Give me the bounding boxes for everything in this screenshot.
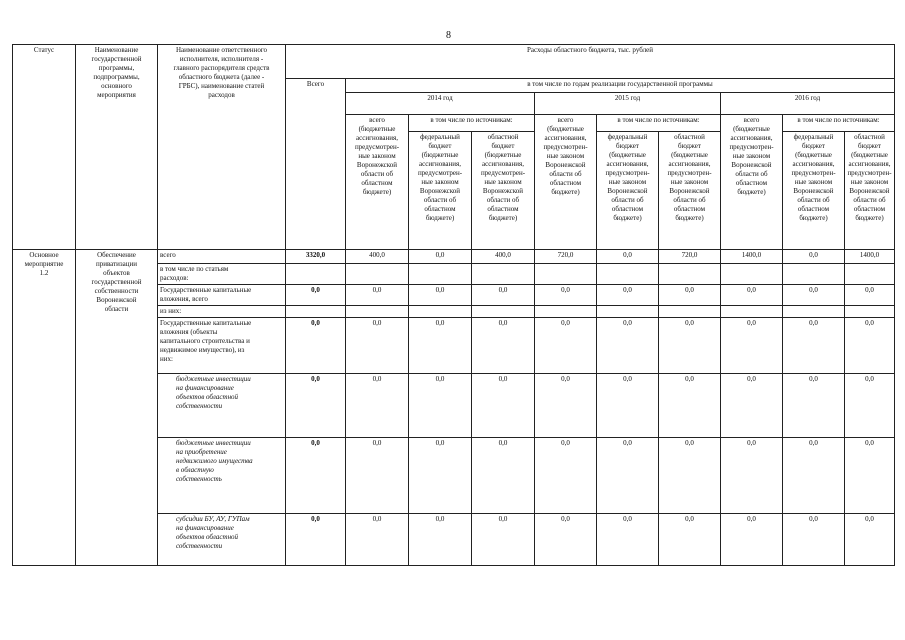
header-sources-2015: в том числе по источникам:: [597, 115, 721, 132]
row-value: 0,0: [845, 318, 895, 374]
row-value: 0,0: [535, 285, 597, 306]
row-value: [659, 264, 721, 285]
row-value: 0,0: [472, 374, 535, 438]
header-year-2014: 2014 год: [346, 93, 535, 115]
row-value: 0,0: [597, 374, 659, 438]
row-value: [535, 264, 597, 285]
row-value: 1400,0: [845, 250, 895, 264]
header-all-2014: всего (бюджетные ассигнования, предусмотрен- ные законом Воронежской области об областном бюджете): [346, 115, 409, 250]
page-number: 8: [446, 30, 451, 41]
row-value: 0,0: [597, 250, 659, 264]
row-value: 0,0: [346, 318, 409, 374]
header-federal-2014: федеральный бюджет (бюджетные ассигнования, предусмотрен- ные законом Воронежской области об областном бюджете): [409, 132, 472, 250]
row-value: 0,0: [845, 514, 895, 566]
row-value: 400,0: [472, 250, 535, 264]
row-value: 0,0: [659, 514, 721, 566]
measure-status: Основное мероприятие 1.2: [13, 250, 76, 566]
header-status: Статус: [13, 45, 76, 250]
row-value: 0,0: [845, 285, 895, 306]
row-value: 0,0: [597, 438, 659, 514]
row-label: в том числе по статьям расходов:: [158, 264, 286, 285]
row-value: [845, 306, 895, 318]
row-total: 0,0: [286, 374, 346, 438]
row-value: [783, 306, 845, 318]
row-total: [286, 264, 346, 285]
row-value: [346, 264, 409, 285]
header-regional-2014: областной бюджет (бюджетные ассигнования, предусмотрен- ные законом Воронежской области об областном бюджете): [472, 132, 535, 250]
row-value: [721, 306, 783, 318]
row-value: 0,0: [659, 318, 721, 374]
row-value: 0,0: [346, 438, 409, 514]
row-label: бюджетные инвестиции на приобретение недвижимого имущества в областную собственность: [158, 438, 286, 514]
row-value: 0,0: [721, 514, 783, 566]
row-label: Государственные капитальные вложения, всего: [158, 285, 286, 306]
row-value: 0,0: [472, 514, 535, 566]
header-year-2015: 2015 год: [535, 93, 721, 115]
header-all-2016: всего (бюджетные ассигнования, предусмотрен- ные законом Воронежской области об областном бюджете): [721, 115, 783, 250]
header-total: Всего: [286, 79, 346, 250]
row-value: 0,0: [659, 285, 721, 306]
row-total: 0,0: [286, 514, 346, 566]
header-all-2015: всего (бюджетные ассигнования, предусмотрен- ные законом Воронежской области об областном бюджете): [535, 115, 597, 250]
row-value: 0,0: [659, 374, 721, 438]
row-value: 0,0: [346, 374, 409, 438]
header-expenses: Расходы областного бюджета, тыс. рублей: [286, 45, 895, 79]
row-value: 0,0: [845, 438, 895, 514]
row-total: 0,0: [286, 285, 346, 306]
row-value: 0,0: [597, 514, 659, 566]
header-federal-2016: федеральный бюджет (бюджетные ассигнования, предусмотрен- ные законом Воронежской области об областном бюджете): [783, 132, 845, 250]
row-label: Государственные капитальные вложения (объекты капитального строительства и недвижимое имущество), из них:: [158, 318, 286, 374]
row-value: 0,0: [783, 250, 845, 264]
row-value: [783, 264, 845, 285]
row-total: 3320,0: [286, 250, 346, 264]
row-value: [535, 306, 597, 318]
header-year-2016: 2016 год: [721, 93, 895, 115]
row-value: 0,0: [409, 374, 472, 438]
row-value: 0,0: [721, 438, 783, 514]
row-value: 0,0: [472, 318, 535, 374]
row-total: [286, 306, 346, 318]
row-value: 1400,0: [721, 250, 783, 264]
row-value: 0,0: [721, 374, 783, 438]
row-total: 0,0: [286, 438, 346, 514]
row-value: 720,0: [659, 250, 721, 264]
row-value: 0,0: [472, 438, 535, 514]
row-value: 0,0: [597, 318, 659, 374]
row-label: из них:: [158, 306, 286, 318]
header-sources-2016: в том числе по источникам:: [783, 115, 895, 132]
row-value: 0,0: [721, 318, 783, 374]
row-value: 0,0: [346, 514, 409, 566]
row-value: 0,0: [409, 250, 472, 264]
row-value: 0,0: [597, 285, 659, 306]
row-value: [472, 264, 535, 285]
header-federal-2015: федеральный бюджет (бюджетные ассигнования, предусмотрен- ные законом Воронежской области об областном бюджете): [597, 132, 659, 250]
header-regional-2016: областной бюджет (бюджетные ассигнования, предусмотрен- ные законом Воронежской области об областном бюджете): [845, 132, 895, 250]
row-value: 0,0: [535, 514, 597, 566]
table-row: [13, 250, 895, 264]
row-label: бюджетные инвестиции на финансирование объектов областной собственности: [158, 374, 286, 438]
row-value: [659, 306, 721, 318]
row-value: 0,0: [409, 438, 472, 514]
row-value: [597, 264, 659, 285]
row-total: 0,0: [286, 318, 346, 374]
header-regional-2015: областной бюджет (бюджетные ассигнования, предусмотрен- ные законом Воронежской области об областном бюджете): [659, 132, 721, 250]
row-value: 0,0: [409, 285, 472, 306]
row-value: 0,0: [783, 374, 845, 438]
row-label: субсидии БУ, АУ, ГУПам на финансирование объектов областной собственности: [158, 514, 286, 566]
row-value: 0,0: [783, 514, 845, 566]
row-value: [409, 306, 472, 318]
row-value: 0,0: [535, 318, 597, 374]
budget-table: [12, 44, 895, 566]
header-executor: Наименование ответственного исполнителя, исполнителя - главного распорядителя средств областного бюджета (далее - ГРБС), наименование статей расходов: [158, 45, 286, 250]
row-value: 400,0: [346, 250, 409, 264]
row-value: 0,0: [721, 285, 783, 306]
header-program-name: Наименование государственной программы, подпрограммы, основного мероприятия: [76, 45, 158, 250]
measure-name: Обеспечение приватизации объектов государственной собственности Воронежской области: [76, 250, 158, 566]
row-value: 0,0: [659, 438, 721, 514]
row-value: 0,0: [783, 438, 845, 514]
row-value: [346, 306, 409, 318]
row-value: 0,0: [783, 285, 845, 306]
row-value: 720,0: [535, 250, 597, 264]
row-value: 0,0: [409, 514, 472, 566]
row-value: 0,0: [409, 318, 472, 374]
row-value: 0,0: [845, 374, 895, 438]
row-value: 0,0: [535, 374, 597, 438]
header-by-years: в том числе по годам реализации государственной программы: [346, 79, 895, 93]
row-value: 0,0: [472, 285, 535, 306]
row-value: 0,0: [346, 285, 409, 306]
row-value: [597, 306, 659, 318]
row-value: [409, 264, 472, 285]
row-value: 0,0: [783, 318, 845, 374]
row-value: 0,0: [535, 438, 597, 514]
row-value: [472, 306, 535, 318]
header-sources-2014: в том числе по источникам:: [409, 115, 535, 132]
table-body: [13, 250, 895, 566]
row-value: [845, 264, 895, 285]
row-label: всего: [158, 250, 286, 264]
row-value: [721, 264, 783, 285]
